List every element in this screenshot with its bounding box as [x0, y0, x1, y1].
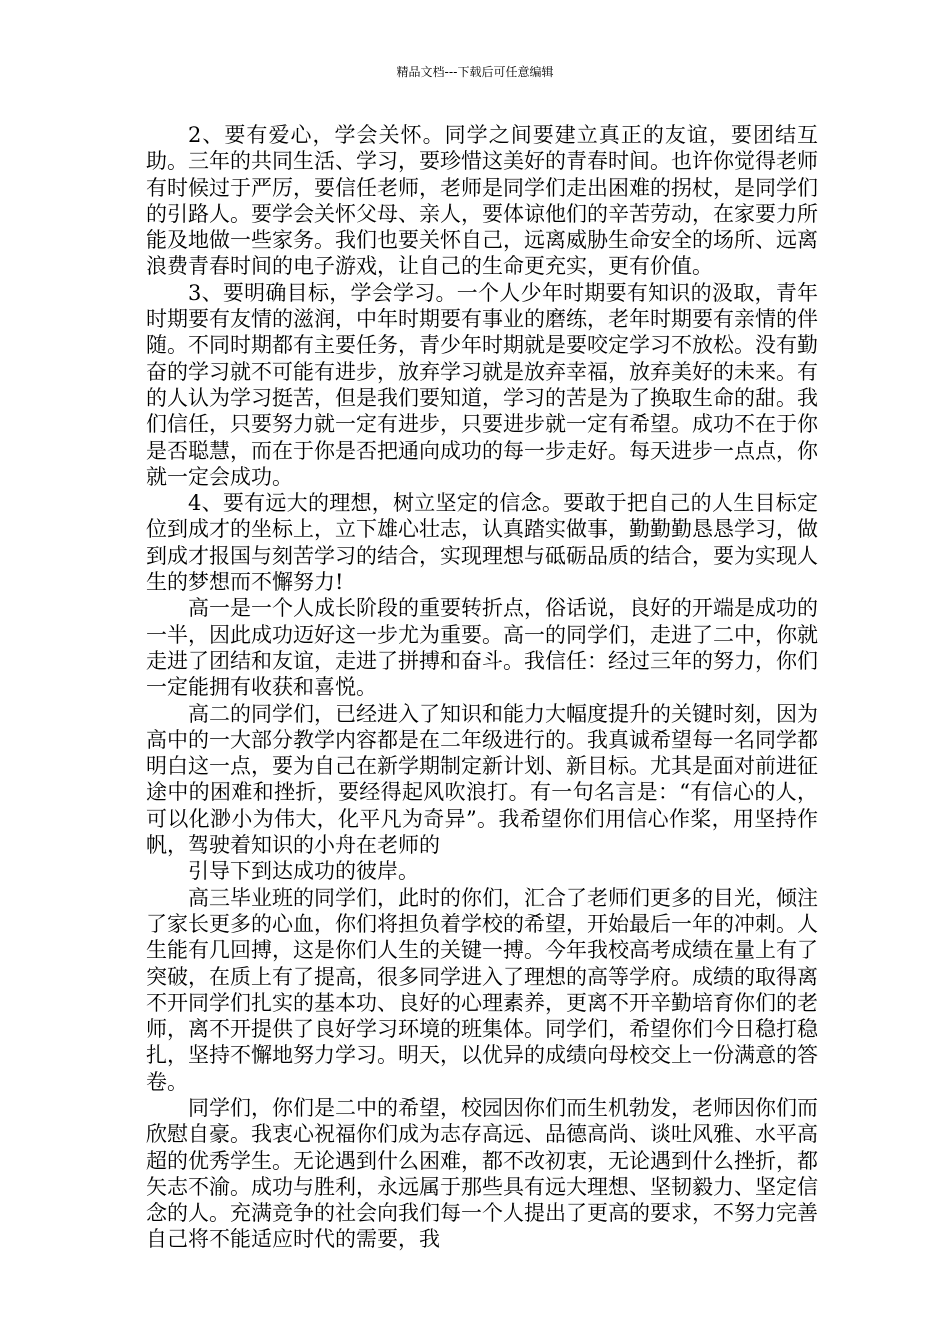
paragraph-grade-one: 高一是一个人成长阶段的重要转折点，俗话说，良好的开端是成功的一半，因此成功迈好这一步尤为重要。高一的同学们，走进了二中，你就走进了团结和友谊，走进了拼搏和奋斗。我信任：经过三年的努力，你们一定能拥有收获和喜悦。: [146, 596, 818, 700]
page-header: 精品文档---下载后可任意编辑: [396, 65, 554, 79]
paragraph-grade-three: 高三毕业班的同学们，此时的你们，汇合了老师们更多的目光，倾注了家长更多的心血，你们将担负着学校的希望，开始最后一年的冲刺。人生能有几回搏，这是你们人生的关键一搏。今年我校高考成绩在量上有了突破，在质上有了提高，很多同学进入了理想的高等学府。成绩的取得离不开同学们扎实的基本功、良好的心理素养，更离不开辛勤培育你们的老师，离不开提供了良好学习环境的班集体。同学们，希望你们今日稳打稳扎，坚持不懈地努力学习。明天，以优异的成绩向母校交上一份满意的答卷。: [146, 885, 818, 1094]
paragraph-closing: 同学们，你们是二中的希望，校园因你们而生机勃发，老师因你们而欣慰自豪。我衷心祝福你们成为志存高远、品德高尚、谈吐风雅、水平高超的优秀学生。无论遇到什么困难，都不改初衷，无论遇到什么挫折，都矢志不渝。成功与胜利，永远属于那些具有远大理想、坚韧毅力、坚定信念的人。充满竞争的社会向我们每一个人提出了更高的要求，不努力完善自己将不能适应时代的需要，我: [146, 1095, 818, 1252]
paragraph-study-goals: 3、要明确目标，学会学习。一个人少年时期要有知识的汲取，青年时期要有友情的滋润，中年时期要有事业的磨练，老年时期要有亲情的伴随。不同时期都有主要任务，青少年时期就是要咬定学习不放松。没有勤奋的学习就不可能有进步，放弃学习就是放弃幸福，放弃美好的未来。有的人认为学习挺苦，但是我们要知道，学习的苦是为了换取生命的甜。我们信任，只要努力就一定有进步，只要进步就一定有希望。成功不在于你是否聪慧，而在于你是否把通向成功的每一步走好。每天进步一点点，你就一定会成功。: [146, 280, 818, 489]
paragraph-love-care: 2、要有爱心，学会关怀。同学之间要建立真正的友谊，要团结互助。三年的共同生活、学习，要珍惜这美好的青春时间。也许你觉得老师有时候过于严厉，要信任老师，老师是同学们走出困难的拐杖，是同学们的引路人。要学会关怀父母、亲人，要体谅他们的辛苦劳动，在家要力所能及地做一些家务。我们也要关怀自己，远离威胁生命安全的场所、远离浪费青春时间的电子游戏，让自己的生命更充实，更有价值。: [146, 123, 818, 279]
paragraph-ideals: 4、要有远大的理想，树立坚定的信念。要敢于把自己的人生目标定位到成才的坐标上，立下雄心壮志，认真踏实做事，勤勤勤恳恳学习，做到成才报国与刻苦学习的结合，实现理想与砥砺品质的结合，要为实现人生的梦想而不懈努力!: [146, 491, 818, 595]
document-body: [146, 122, 818, 1253]
paragraph-grade-two-continued: 引导下到达成功的彼岸。: [188, 859, 419, 884]
paragraph-grade-two: 高二的同学们，已经进入了知识和能力大幅度提升的关键时刻，因为高中的一大部分教学内容都是在二年级进行的。我真诚希望每一名同学都明白这一点，要为自己在新学期制定新计划、新目标。尤其是面对前进征途中的困难和挫折，要经得起风吹浪打。有一句名言是：“有信心的人，可以化渺小为伟大，化平凡为奇异”。我希望你们用信心作桨，用坚持作帆，驾驶着知识的小舟在老师的: [146, 701, 818, 858]
